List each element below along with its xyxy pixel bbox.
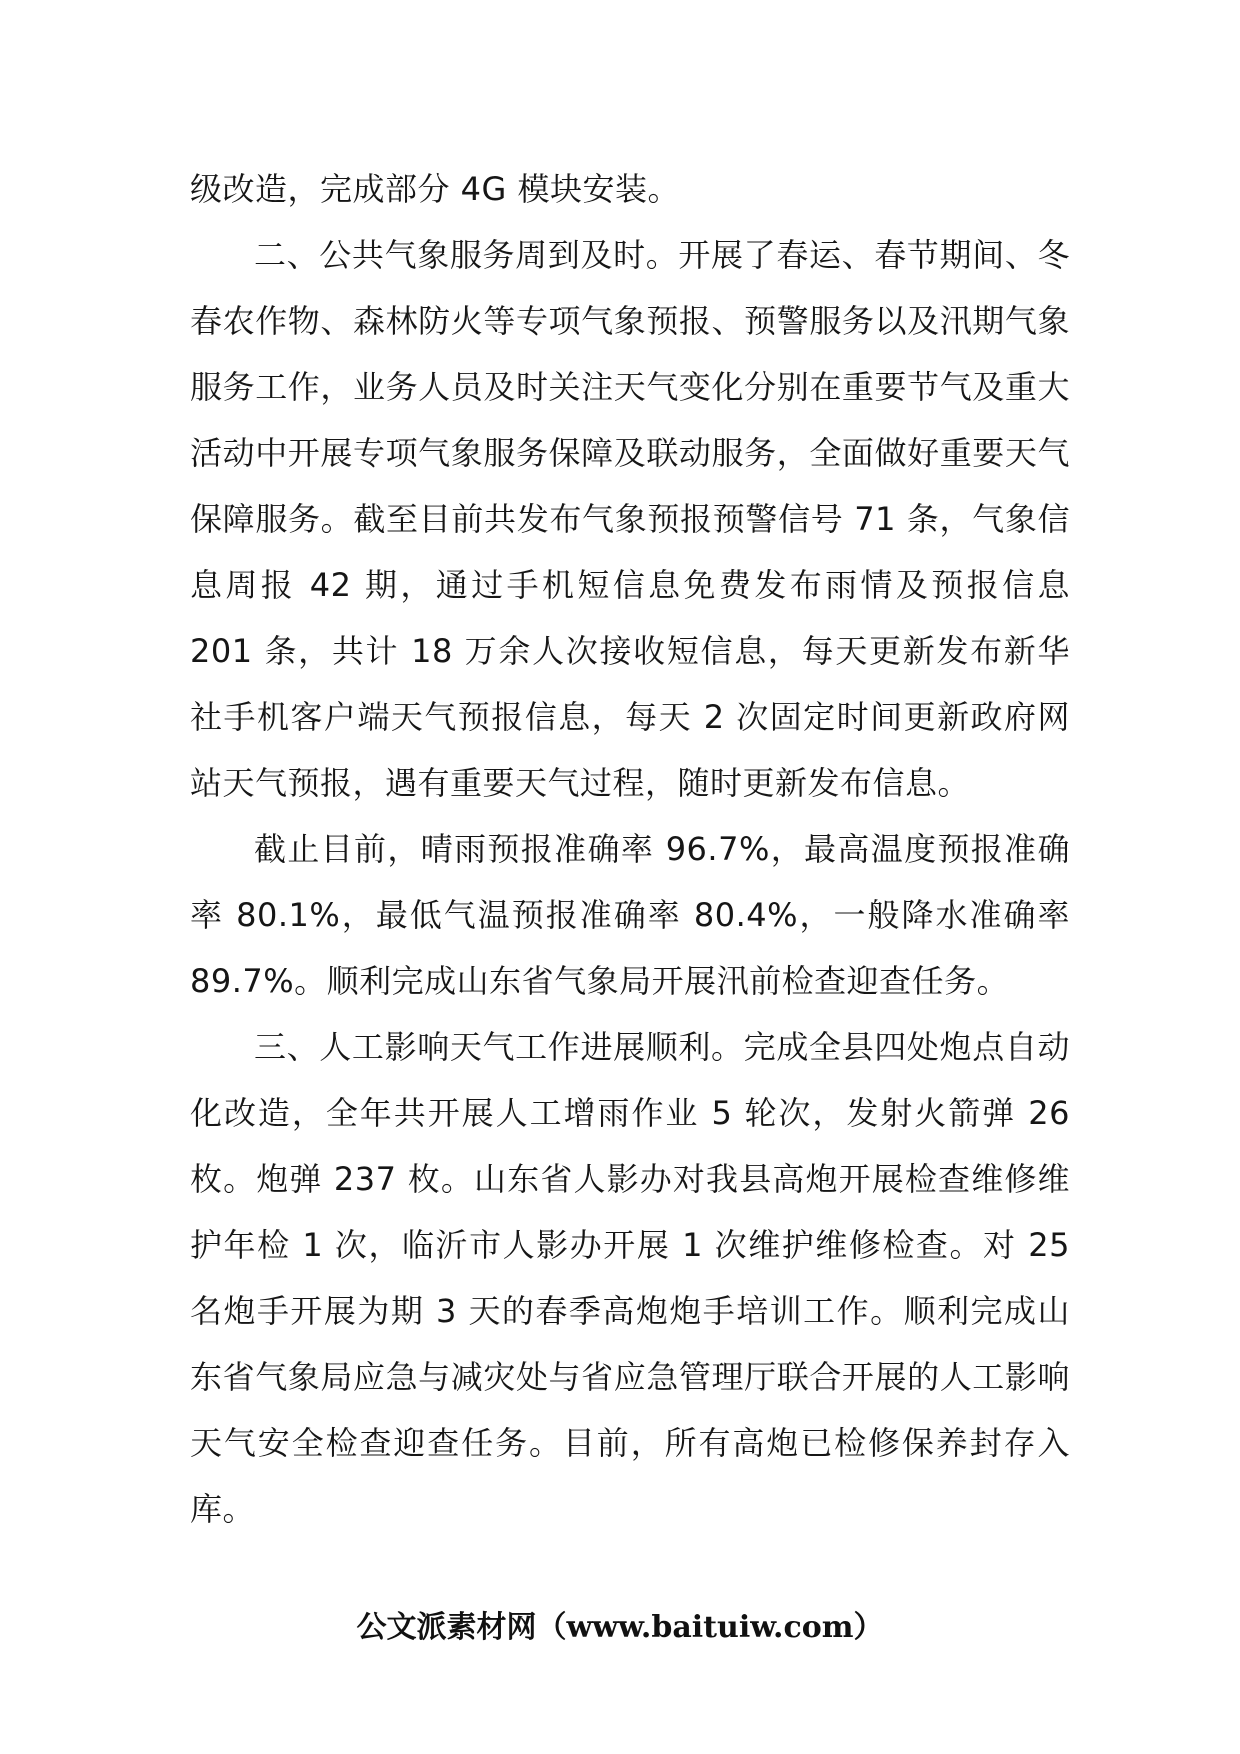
paragraph-public-weather-service: 二、公共气象服务周到及时。开展了春运、春节期间、冬春农作物、森林防火等专项气象预报、预警服务以及汛期气象服务工作，业务人员及时关注天气变化分别在重要节气及重大活动中开展专项气象服务保障及联动服务，全面做好重要天气保障服务。截至目前共发布气象预报预警信号 71 条，气象信息周报 42 期，通过手机短信息免费发布雨情及预报信息 201 条，共计 18 万余人次接收短信息，每天更新发布新华社手机客户端天气预报信息，每天 2 次固定时间更新政府网站天气预报，遇有重要天气过程，随时更新发布信息。	[190, 236, 1070, 802]
document-body	[190, 156, 1070, 1542]
paragraph-forecast-accuracy: 截止目前，晴雨预报准确率 96.7%，最高温度预报准确率 80.1%，最低气温预报准确率 80.4%，一般降水准确率 89.7%。顺利完成山东省气象局开展汛前检查迎查任务。	[190, 830, 1070, 1000]
source-footer: 公文派素材网（www.baituiw.com）	[356, 1610, 884, 1645]
paragraph-weather-modification: 三、人工影响天气工作进展顺利。完成全县四处炮点自动化改造，全年共开展人工增雨作业 5 轮次，发射火箭弹 26 枚。炮弹 237 枚。山东省人影办对我县高炮开展检查维修维护年检 1 次，临沂市人影办开展 1 次维护维修检查。对 25 名炮手开展为期 3 天的春季高炮炮手培训工作。顺利完成山东省气象局应急与减灾处与省应急管理厅联合开展的人工影响天气安全检查迎查任务。目前，所有高炮已检修保养封存入库。	[190, 1028, 1070, 1528]
paragraph-continuation: 级改造，完成部分 4G 模块安装。	[190, 170, 681, 208]
